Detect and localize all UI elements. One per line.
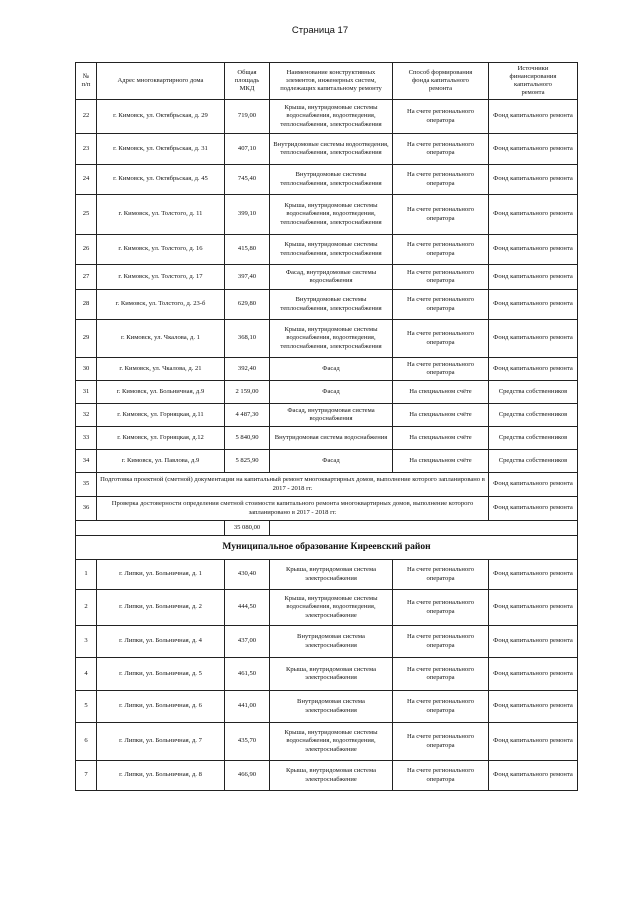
table-row-merged: [76, 497, 578, 521]
row-number: 33: [76, 427, 97, 450]
row-address: г. Липки, ул. Больничная, д. 4: [97, 626, 225, 658]
row-area: 437,00: [225, 626, 270, 658]
table-row: [76, 560, 578, 590]
section-row: [76, 536, 578, 560]
row-works: Крыша, внутридомовая система электроснабжение: [270, 761, 393, 791]
row-address: г. Липки, ул. Больничная, д. 6: [97, 691, 225, 723]
row-source: Фонд капитального ремонта: [489, 195, 578, 235]
row-area: 5 825,90: [225, 450, 270, 473]
row-address: г. Кимовск, ул. Толстого, д. 16: [97, 235, 225, 265]
row-address: г. Кимовск, ул. Чкалова, д. 21: [97, 358, 225, 381]
row-works: Внутридомовая система электроснабжения: [270, 626, 393, 658]
row-source: Фонд капитального ремонта: [489, 473, 578, 497]
row-source: Средства собственников: [489, 404, 578, 427]
row-source: Фонд капитального ремонта: [489, 290, 578, 320]
row-number: 7: [76, 761, 97, 791]
table-row: [76, 100, 578, 134]
row-number: 3: [76, 626, 97, 658]
row-method: На счете регионального оператора: [393, 691, 489, 723]
row-method: На счете регионального оператора: [393, 658, 489, 691]
row-works: Фасад, внутридомовые системы водоснабжения: [270, 265, 393, 290]
row-area: 430,40: [225, 560, 270, 590]
row-number: 26: [76, 235, 97, 265]
row-source: Фонд капитального ремонта: [489, 560, 578, 590]
row-method: На счете регионального оператора: [393, 761, 489, 791]
row-address: г. Кимовск, ул. Больничная, д.9: [97, 381, 225, 404]
table-row-merged: [76, 473, 578, 497]
row-method: На счете регионального оператора: [393, 235, 489, 265]
row-source: Фонд капитального ремонта: [489, 358, 578, 381]
row-number: 36: [76, 497, 97, 521]
header-num: № п/п: [76, 63, 97, 100]
row-number: 2: [76, 590, 97, 626]
table-row: [76, 723, 578, 761]
total-spacer: [76, 521, 225, 536]
row-source: Фонд капитального ремонта: [489, 165, 578, 195]
row-works: Крыша, внутридомовые системы водоснабжения, водоотведения, теплоснабжения, электроснабжения: [270, 320, 393, 358]
row-address: г. Кимовск, ул. Октябрьская, д. 29: [97, 100, 225, 134]
row-number: 23: [76, 134, 97, 165]
row-source: Фонд капитального ремонта: [489, 134, 578, 165]
row-source: Средства собственников: [489, 381, 578, 404]
row-method: На специальном счёте: [393, 381, 489, 404]
row-source: Фонд капитального ремонта: [489, 265, 578, 290]
row-method: На счете регионального оператора: [393, 134, 489, 165]
row-source: Фонд капитального ремонта: [489, 658, 578, 691]
row-works: Внутридомовые системы теплоснабжения, электроснабжения: [270, 165, 393, 195]
row-source: Фонд капитального ремонта: [489, 235, 578, 265]
row-area: 397,40: [225, 265, 270, 290]
table-row: [76, 358, 578, 381]
row-source: Фонд капитального ремонта: [489, 761, 578, 791]
row-source: Средства собственников: [489, 427, 578, 450]
row-works: Фасад: [270, 381, 393, 404]
table-row: [76, 134, 578, 165]
table-row: [76, 590, 578, 626]
row-method: На счете регионального оператора: [393, 626, 489, 658]
row-number: 1: [76, 560, 97, 590]
row-source: Фонд капитального ремонта: [489, 497, 578, 521]
row-works: Фасад: [270, 450, 393, 473]
row-works: Внутридомовые системы теплоснабжения, электроснабжения: [270, 290, 393, 320]
table-row: [76, 165, 578, 195]
total-area: 35 080,00: [225, 521, 270, 536]
row-works: Крыша, внутридомовые системы водоснабжения, водоотведения, электроснабжение: [270, 590, 393, 626]
row-area: 392,40: [225, 358, 270, 381]
row-works: Внутридомовая система водоснабжения: [270, 427, 393, 450]
row-address: г. Кимовск, ул. Горняцкая, д.12: [97, 427, 225, 450]
row-works: Фасад: [270, 358, 393, 381]
table-row: [76, 265, 578, 290]
row-address: г. Кимовск, ул. Толстого, д. 11: [97, 195, 225, 235]
row-method: На счете регионального оператора: [393, 590, 489, 626]
page-header: Страница 17: [291, 25, 349, 36]
row-area: 407,10: [225, 134, 270, 165]
table-row: [76, 235, 578, 265]
row-merged-text: Проверка достоверности определения сметной стоимости капитального ремонта многоквартирных домов, выполнение которого запланировано в 2017 - 2018 гг.: [97, 497, 489, 521]
row-number: 25: [76, 195, 97, 235]
row-area: 368,10: [225, 320, 270, 358]
row-works: Крыша, внутридомовая система электроснабжения: [270, 560, 393, 590]
row-address: г. Липки, ул. Больничная, д. 7: [97, 723, 225, 761]
row-works: Крыша, внутридомовая система электроснабжения: [270, 658, 393, 691]
row-number: 32: [76, 404, 97, 427]
row-address: г. Липки, ул. Больничная, д. 8: [97, 761, 225, 791]
row-source: Фонд капитального ремонта: [489, 320, 578, 358]
row-works: Крыша, внутридомовые системы водоснабжения, водоотведения, электроснабжение: [270, 723, 393, 761]
row-area: 441,00: [225, 691, 270, 723]
row-area: 719,00: [225, 100, 270, 134]
row-area: 629,80: [225, 290, 270, 320]
row-area: 435,70: [225, 723, 270, 761]
table-row: [76, 404, 578, 427]
row-address: г. Кимовск, ул. Октябрьская, д. 45: [97, 165, 225, 195]
row-address: г. Липки, ул. Больничная, д. 2: [97, 590, 225, 626]
row-area: 399,10: [225, 195, 270, 235]
row-source: Фонд капитального ремонта: [489, 723, 578, 761]
row-address: г. Липки, ул. Больничная, д. 1: [97, 560, 225, 590]
row-method: На счете регионального оператора: [393, 723, 489, 761]
row-source: Фонд капитального ремонта: [489, 100, 578, 134]
table-row: [76, 427, 578, 450]
row-area: 5 840,90: [225, 427, 270, 450]
row-method: На специальном счёте: [393, 427, 489, 450]
row-number: 6: [76, 723, 97, 761]
row-source: Средства собственников: [489, 450, 578, 473]
table-row: [76, 761, 578, 791]
repair-plan-table: [75, 62, 578, 791]
row-source: Фонд капитального ремонта: [489, 626, 578, 658]
row-area: 444,50: [225, 590, 270, 626]
row-method: На специальном счёте: [393, 404, 489, 427]
table-row: [76, 320, 578, 358]
row-method: На счете регионального оператора: [393, 265, 489, 290]
row-address: г. Кимовск, ул. Павлова, д.9: [97, 450, 225, 473]
row-method: На счете регионального оператора: [393, 290, 489, 320]
row-works: Внутридомовые системы водоотведения, теплоснабжения, электроснабжения: [270, 134, 393, 165]
row-number: 34: [76, 450, 97, 473]
table-header-row: [76, 63, 578, 100]
row-method: На счете регионального оператора: [393, 560, 489, 590]
table-row: [76, 381, 578, 404]
row-address: г. Кимовск, ул. Толстого, д. 17: [97, 265, 225, 290]
row-address: г. Кимовск, ул. Чкалова, д. 1: [97, 320, 225, 358]
row-number: 30: [76, 358, 97, 381]
row-method: На счете регионального оператора: [393, 100, 489, 134]
row-works: Внутридомовая система электроснабжения: [270, 691, 393, 723]
row-number: 29: [76, 320, 97, 358]
row-address: г. Кимовск, ул. Горняцкая, д.11: [97, 404, 225, 427]
table-row: [76, 450, 578, 473]
total-row: [76, 521, 578, 536]
row-method: На счете регионального оператора: [393, 358, 489, 381]
header-method: Способ формирования фонда капитального ремонта: [393, 63, 489, 100]
row-address: г. Кимовск, ул. Толстого, д. 23-б: [97, 290, 225, 320]
row-works: Крыша, внутридомовые системы теплоснабжения, электроснабжения: [270, 235, 393, 265]
header-works: Наименование конструктивных элементов, инженерных систем, подлежащих капитальному ремонту: [270, 63, 393, 100]
row-number: 35: [76, 473, 97, 497]
table-row: [76, 691, 578, 723]
row-number: 22: [76, 100, 97, 134]
row-merged-text: Подготовка проектной (сметной) документации на капитальный ремонт многоквартирных домов, выполнение которого запланировано в 2017 - 2018 гг.: [97, 473, 489, 497]
row-address: г. Кимовск, ул. Октябрьская, д. 31: [97, 134, 225, 165]
row-works: Фасад, внутридомовая система водоснабжения: [270, 404, 393, 427]
row-works: Крыша, внутридомовые системы водоснабжения, водоотведения, теплоснабжения, электроснабжения: [270, 195, 393, 235]
header-area: Общая площадь МКД: [225, 63, 270, 100]
header-address: Адрес многоквартирного дома: [97, 63, 225, 100]
total-empty: [270, 521, 578, 536]
row-method: На счете регионального оператора: [393, 320, 489, 358]
header-source: Источники финансирования капитального ремонта: [489, 63, 578, 100]
section-title: Муниципальное образование Киреевский район: [76, 536, 578, 560]
row-area: 2 159,00: [225, 381, 270, 404]
row-area: 4 487,30: [225, 404, 270, 427]
row-works: Крыша, внутридомовые системы водоснабжения, водоотведения, теплоснабжения, электроснабжения: [270, 100, 393, 134]
row-area: 466,90: [225, 761, 270, 791]
row-source: Фонд капитального ремонта: [489, 590, 578, 626]
row-method: На специальном счёте: [393, 450, 489, 473]
row-number: 24: [76, 165, 97, 195]
row-number: 4: [76, 658, 97, 691]
table-row: [76, 290, 578, 320]
table-row: [76, 195, 578, 235]
row-address: г. Липки, ул. Больничная, д. 5: [97, 658, 225, 691]
row-area: 461,50: [225, 658, 270, 691]
row-area: 415,80: [225, 235, 270, 265]
row-method: На счете регионального оператора: [393, 165, 489, 195]
row-number: 28: [76, 290, 97, 320]
row-area: 745,40: [225, 165, 270, 195]
row-number: 27: [76, 265, 97, 290]
row-number: 31: [76, 381, 97, 404]
table-row: [76, 626, 578, 658]
table-row: [76, 658, 578, 691]
row-method: На счете регионального оператора: [393, 195, 489, 235]
row-source: Фонд капитального ремонта: [489, 691, 578, 723]
row-number: 5: [76, 691, 97, 723]
